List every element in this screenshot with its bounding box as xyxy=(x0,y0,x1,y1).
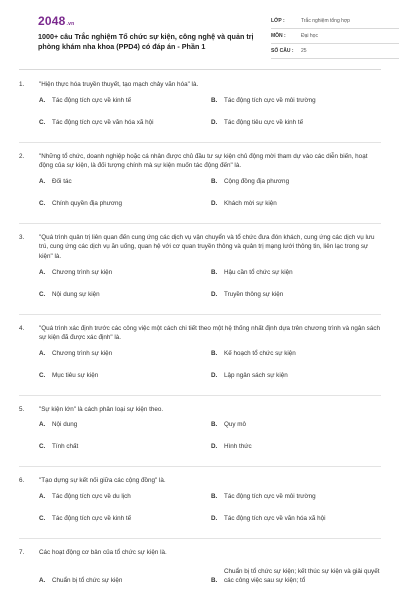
question-body: "Hiện thực hóa truyền thuyết, tạo mạch chảy văn hóa" là. xyxy=(39,81,199,88)
option-a[interactable] xyxy=(39,420,211,442)
question-body: "Những tổ chức, doanh nghiệp hoặc cá nhân được chủ đầu tư sự kiện chủ động mời tham dự vào các diễn biến, hoạt động của sự kiện, là đối tượng chính mà sự kiện muốn tác động đến" là. xyxy=(39,152,368,170)
question-7 xyxy=(19,548,381,585)
option-letter: B. xyxy=(211,177,218,185)
logo-main: 2048 xyxy=(38,14,66,28)
question-divider xyxy=(19,314,381,315)
meta-value: 25 xyxy=(301,48,307,54)
document-title: 1000+ câu Trắc nghiệm Tổ chức sự kiện, công nghệ và quản trị phòng khám nha khoa (PPD4) có đáp án - Phần 1 xyxy=(38,32,254,51)
option-text: Hình thức xyxy=(224,443,252,451)
option-letter: B. xyxy=(211,492,218,500)
option-a[interactable] xyxy=(39,268,211,290)
option-d[interactable] xyxy=(211,442,381,464)
question-divider xyxy=(19,142,381,143)
meta-label: MÔN : xyxy=(271,33,286,39)
question-divider xyxy=(19,538,381,539)
option-letter: D. xyxy=(211,290,218,298)
option-letter: A. xyxy=(39,421,46,429)
option-letter: C. xyxy=(39,371,46,379)
option-d[interactable] xyxy=(211,199,381,221)
option-text: Chương trình sự kiện xyxy=(52,349,113,357)
option-text: Nội dung sự kiện xyxy=(52,290,100,298)
option-text: Tác động tích cực về kinh tế xyxy=(52,514,132,522)
option-letter: D. xyxy=(211,199,218,207)
question-number: 7. xyxy=(19,548,25,556)
question-1 xyxy=(19,80,381,143)
option-a[interactable] xyxy=(39,563,211,585)
option-d[interactable] xyxy=(211,118,381,140)
question-text xyxy=(19,233,381,262)
question-number: 3. xyxy=(19,233,25,241)
option-list xyxy=(39,563,381,585)
question-text xyxy=(19,405,381,415)
option-text: Tác động tích cực về du lịch xyxy=(52,492,131,500)
option-text: Tác động tích cực về văn hóa xã hội xyxy=(224,514,326,522)
document-header xyxy=(19,0,381,70)
option-text: Cộng đồng địa phương xyxy=(224,177,290,185)
option-text: Truyền thông sự kiện xyxy=(224,290,284,298)
option-letter: C. xyxy=(39,118,46,126)
option-b[interactable] xyxy=(211,492,381,514)
option-list xyxy=(39,268,381,312)
option-text: Chính quyền địa phương xyxy=(52,199,122,207)
option-letter: B. xyxy=(211,349,218,357)
option-b[interactable] xyxy=(211,96,381,118)
option-text: Kế hoạch tổ chức sự kiện xyxy=(224,349,296,357)
question-number: 1. xyxy=(19,81,25,88)
option-list xyxy=(39,492,381,536)
option-c[interactable] xyxy=(39,118,211,140)
option-text: Tác động tích cực về môi trường xyxy=(224,96,316,104)
question-number: 4. xyxy=(19,324,25,332)
option-text: Hậu cần tổ chức sự kiện xyxy=(224,268,293,276)
option-text: Chuẩn bị tổ chức sự kiện; kết thúc sự kiện và giải quyết các công việc sau sự kiện; tổ xyxy=(224,567,380,584)
option-c[interactable] xyxy=(39,514,211,536)
option-text: Tính chất xyxy=(52,443,79,451)
question-2 xyxy=(19,152,381,224)
document-meta xyxy=(271,14,399,59)
question-divider xyxy=(19,466,381,467)
meta-label: SỐ CÂU : xyxy=(271,48,294,54)
question-text xyxy=(19,476,381,486)
option-letter: A. xyxy=(39,576,46,584)
option-letter: A. xyxy=(39,177,46,185)
question-body: "Sự kiện lớn" là cách phân loại sự kiện theo. xyxy=(39,405,164,413)
option-letter: B. xyxy=(211,421,218,429)
question-body: Các hoạt động cơ bản của tổ chức sự kiện là. xyxy=(39,548,167,556)
question-3 xyxy=(19,233,381,315)
option-d[interactable] xyxy=(211,371,381,393)
option-letter: B. xyxy=(211,576,218,584)
meta-value: Trắc nghiệm tổng hợp xyxy=(301,18,350,24)
option-list xyxy=(39,420,381,464)
option-text: Khách mời sự kiện xyxy=(224,199,277,207)
header-divider xyxy=(19,69,381,70)
option-text: Chương trình sự kiện xyxy=(52,268,113,276)
option-text: Tác động tích cực về môi trường xyxy=(224,492,316,500)
question-number: 6. xyxy=(19,477,25,485)
option-text: Chuẩn bị tổ chức sự kiện xyxy=(52,576,123,584)
option-a[interactable] xyxy=(39,492,211,514)
option-text: Tác động tích cực về kinh tế xyxy=(52,96,132,104)
option-letter: A. xyxy=(39,96,46,104)
option-letter: A. xyxy=(39,349,46,357)
option-d[interactable] xyxy=(211,514,381,536)
option-text: Quy mô xyxy=(224,421,247,429)
option-text: Đối tác xyxy=(52,177,72,185)
option-a[interactable] xyxy=(39,349,211,371)
question-body: "Tạo dựng sự kết nối giữa các cộng đồng" là. xyxy=(39,477,166,485)
question-body: "Quá trình xác định trước các công việc một cách chi tiết theo một hệ thống nhất định dựa trên chương trình và ngân sách sự kiện đã được xác định" là. xyxy=(39,324,380,342)
option-list xyxy=(39,177,381,221)
meta-row-subject xyxy=(271,29,399,44)
option-letter: D. xyxy=(211,118,218,126)
option-letter: C. xyxy=(39,290,46,298)
option-c[interactable] xyxy=(39,442,211,464)
option-text: Tác động tích cực về văn hóa xã hội xyxy=(52,118,154,126)
logo-suffix: .vn xyxy=(66,21,75,27)
question-list xyxy=(19,80,381,585)
option-b[interactable] xyxy=(211,563,381,585)
option-list xyxy=(39,96,381,140)
option-letter: C. xyxy=(39,514,46,522)
question-6 xyxy=(19,476,381,539)
option-d[interactable] xyxy=(211,290,381,312)
option-c[interactable] xyxy=(39,290,211,312)
option-text: Nội dung xyxy=(52,421,78,429)
option-letter: D. xyxy=(211,514,218,522)
meta-row-class xyxy=(271,14,399,29)
option-b[interactable] xyxy=(211,268,381,290)
option-letter: A. xyxy=(39,492,46,500)
question-text xyxy=(19,152,381,171)
question-number: 5. xyxy=(19,405,25,413)
question-body: "Quá trình quản trị liên quan đến cung ứng các dịch vụ vận chuyển và tổ chức đưa đón khách, cung ứng các dịch vụ lưu trú, cung ứng các dịch vụ ăn uống, quan hệ với cơ quan truyền thông và quản trị mạng lưới thông tin, liên lạc trong sự kiện" là. xyxy=(39,233,375,260)
option-text: Mục tiêu sự kiện xyxy=(52,371,99,379)
option-c[interactable] xyxy=(39,199,211,221)
option-b[interactable] xyxy=(211,349,381,371)
question-4 xyxy=(19,324,381,396)
option-c[interactable] xyxy=(39,371,211,393)
question-divider xyxy=(19,395,381,396)
question-text xyxy=(19,548,381,558)
option-text: Lập ngân sách sự kiện xyxy=(224,371,288,379)
option-b[interactable] xyxy=(211,177,381,199)
option-letter: C. xyxy=(39,443,46,451)
option-letter: A. xyxy=(39,268,46,276)
option-letter: B. xyxy=(211,268,218,276)
meta-label: LỚP : xyxy=(271,18,285,24)
question-text xyxy=(19,80,381,90)
option-letter: B. xyxy=(211,96,218,104)
question-number: 2. xyxy=(19,152,25,160)
option-letter: D. xyxy=(211,371,218,379)
option-a[interactable] xyxy=(39,177,211,199)
option-letter: D. xyxy=(211,443,218,451)
question-divider xyxy=(19,223,381,224)
question-5 xyxy=(19,405,381,468)
meta-row-count xyxy=(271,44,399,59)
site-logo[interactable] xyxy=(38,14,74,28)
question-text xyxy=(19,324,381,343)
option-text: Tác động tiêu cực về kinh tế xyxy=(224,118,304,126)
option-list xyxy=(39,349,381,393)
meta-value: Đại học xyxy=(301,33,318,39)
option-letter: C. xyxy=(39,199,46,207)
option-a[interactable] xyxy=(39,96,211,118)
option-b[interactable] xyxy=(211,420,381,442)
